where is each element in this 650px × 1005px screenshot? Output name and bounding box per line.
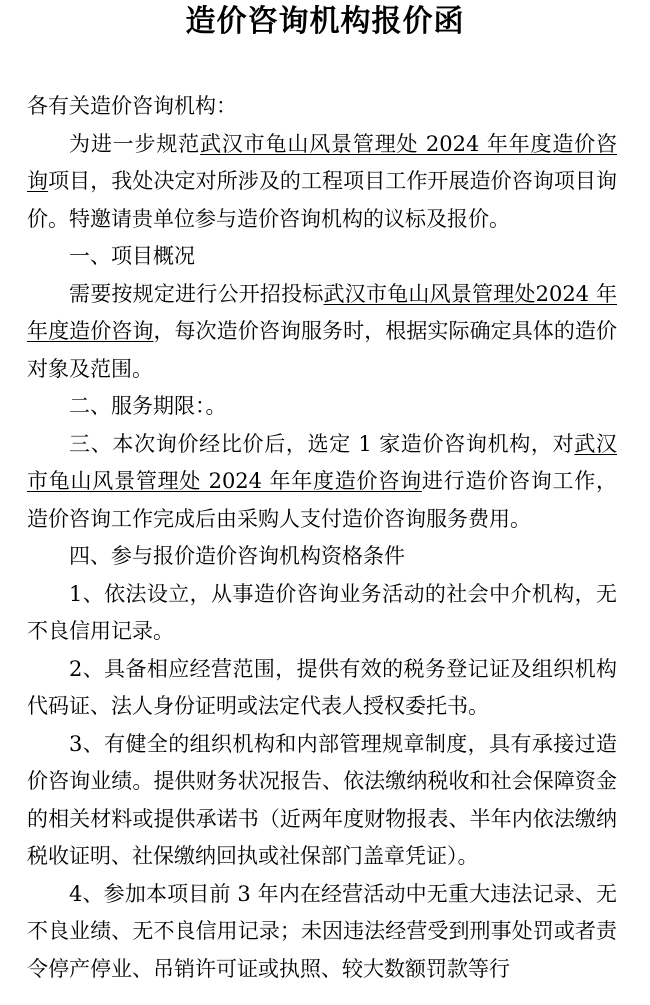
intro-text-lead: 为进一步规范 [69, 131, 201, 156]
section-heading-qualifications: 四、参与报价造价咨询机构资格条件 [69, 544, 405, 568]
document-title: 造价咨询机构报价函 [185, 4, 465, 39]
section-heading-overview: 一、项目概况 [69, 244, 195, 268]
intro-paragraph [27, 126, 617, 239]
document-body [27, 88, 617, 988]
qualification-item-4: 4、参加本项目前 3 年内在经营活动中无重大违法记录、无不良业绩、无不良信用记录；未因违法经营受到刑事处罚或者责令停产停业、吊销许可证或执照、较大数额罚款等行 [27, 881, 617, 981]
qualification-item-2: 2、具备相应经营范围，提供有效的税务登记证及组织机构代码证、法人身份证明或法定代表人授权委托书。 [27, 656, 617, 718]
selection-paragraph [27, 426, 617, 539]
qualification-item-1: 1、依法设立，从事造价咨询业务活动的社会中介机构，无不良信用记录。 [27, 581, 617, 643]
qualification-item-3: 3、有健全的组织机构和内部管理规章制度，具有承接过造价咨询业绩。提供财务状况报告、依法缴纳税收和社会保障资金的相关材料或提供承诺书（近两年度财物报表、半年内依法缴纳税收证明、社保缴纳回执或社保部门盖章凭证）。 [27, 731, 617, 868]
project-name-underlined: 武汉市龟山风景管理处 2024 年年度造价咨询 [27, 431, 618, 493]
section-heading-service-period: 二、服务期限：。 [69, 394, 227, 418]
selection-text-rest: 进行造价咨询工作，造价咨询工作完成后由采购人支付造价咨询服务费用。 [27, 469, 618, 531]
selection-text-lead: 三、本次询价经比价后，选定 1 家造价咨询机构，对 [69, 431, 575, 456]
project-name-underlined: 武汉市龟山风景管理处 2024 年年度造价咨询 [27, 131, 618, 193]
project-name-underlined: 武汉市龟山风景管理处2024 年年度造价咨询 [27, 281, 617, 343]
overview-text-rest: ，每次造价咨询服务时，根据实际确定具体的造价对象及范围。 [27, 319, 618, 381]
salutation: 各有关造价咨询机构： [27, 94, 237, 118]
overview-text-lead: 需要按规定进行公开招投标 [69, 281, 324, 306]
overview-paragraph [27, 276, 617, 389]
intro-text-rest: 项目，我处决定对所涉及的工程项目工作开展造价咨询项目询价。特邀请贵单位参与造价咨询机构的议标及报价。 [27, 169, 618, 231]
